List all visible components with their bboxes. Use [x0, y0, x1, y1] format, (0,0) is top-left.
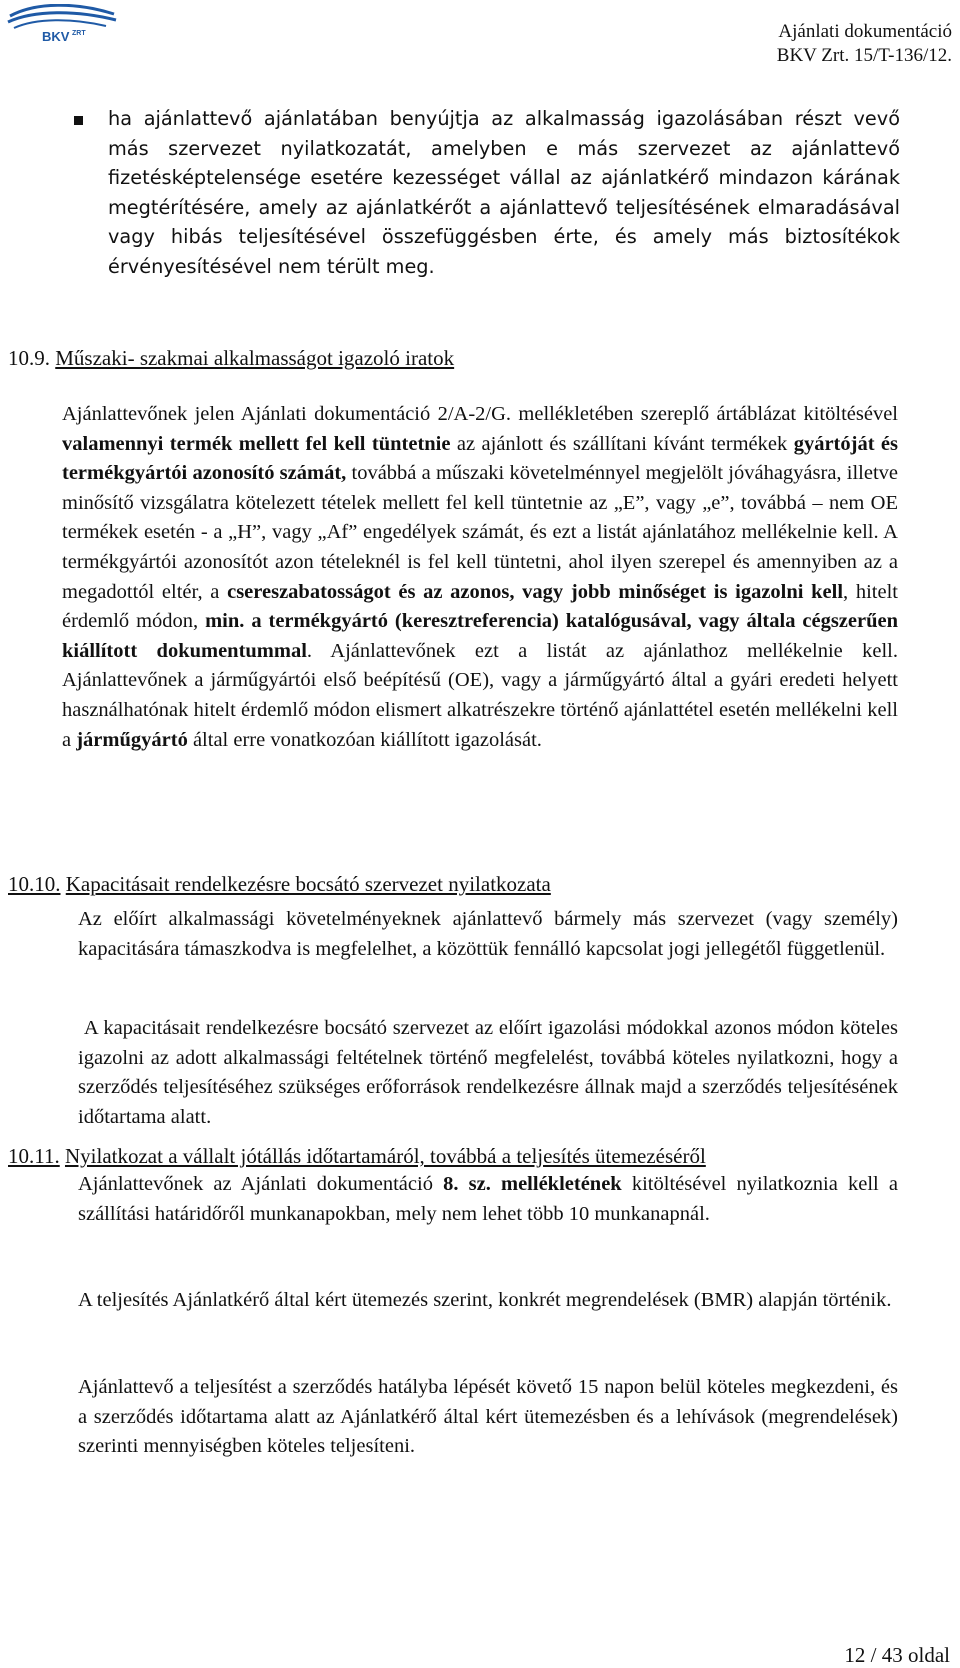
section-10-11-paragraph-2: A teljesítés Ajánlatkérő által kért ütemezés szerint, konkrét megrendelések (BMR) alapján történik.	[78, 1289, 892, 1311]
doc-id: BKV Zrt. 15/T-136/12.	[776, 45, 952, 66]
section-10-9-heading	[8, 344, 454, 372]
bold-run: csereszabatosságot és az azonos, vagy jobb minőséget is igazolni kell	[227, 580, 844, 603]
text-run: . Ajánlattevőnek ezt a listát az ajánlathoz mellékelnie kell. Ajánlattevőnek a járműgyártói első beépítésű (OE), vagy a járműgyártó által a gyári eredeti helyett használhatónak hitelt érdemlő módon elismert alkatrészekre történő ajánlattétel esetén mellékelni kell a	[62, 639, 898, 751]
bold-run: min. a termékgyártó (keresztreferencia) katalógusával, vagy általa cégszerűen kiállított dokumentummal	[62, 610, 898, 662]
logo-sup: ZRT	[72, 30, 86, 37]
text-run: Ajánlattevőnek jelen Ajánlati dokumentáció 2/A-2/G. mellékletében szereplő ártáblázat kitöltésével	[62, 403, 898, 425]
section-title: Nyilatkozat a vállalt jótállás időtartamáról, továbbá a teljesítés ütemezéséről	[64, 1144, 706, 1168]
section-10-11-paragraph-3: Ajánlattevő a teljesítést a szerződés hatályba lépését követő 15 napon belül köteles megkezdeni, és a szerződés időtartama alatt az Ajánlatkérő által kért ütemezésben és a lehívások (megrendelések) szerinti mennyiségben köteles teljesíteni.	[78, 1376, 898, 1458]
section-10-10-paragraph-1: Az előírt alkalmassági követelményeknek ajánlattevő bármely más szervezet (vagy személy) kapacitására támaszkodva is megfelelhet, a közöttük fennálló kapcsolat jogi jellegétől függetlenül.	[78, 908, 898, 960]
text-run: által erre vonatkozóan kiállított igazolását.	[187, 728, 542, 751]
section-title: Műszaki- szakmai alkalmasságot igazoló iratok	[55, 346, 455, 370]
section-number: 10.9.	[8, 346, 50, 370]
section-number: 10.11.	[8, 1144, 60, 1168]
section-10-10-paragraph-2: A kapacitásait rendelkezésre bocsátó szervezet az előírt igazolási módokkal azonos módon köteles igazolni az adott alkalmassági feltételnek történő megfelelést, továbbá köteles nyilatkozni, hogy a szerződés teljesítéséhez szükséges erőforrások rendelkezésre állnak majd a szerződés teljesítésének időtartama alatt.	[78, 1017, 904, 1128]
text-run: , hitelt érdemlő módon,	[62, 580, 898, 633]
text-run: továbbá a műszaki követelménnyel megjelölt jóváhagyásra, illetve minősítő vizsgálatra kötelezett tételek mellett fel kell tüntetnie az „E”, vagy „e”, továbbá – nem OE termékek esetén - a „H”, vagy „Af” engedélyek számát, és ezt a listát ajánlatához mellékelnie kell. A termékgyártói azonosítót azon tételeknél is fel kell tüntetni, ahol ilyen szerepel és amennyiben az a megadottól eltér, a	[62, 462, 898, 603]
bold-run: 8. sz. mellékletének	[443, 1173, 622, 1195]
text-run: kitöltésével nyilatkoznia kell a szállítási határidőről munkanapokban, mely nem lehet több 10 munkanapnál.	[78, 1173, 899, 1225]
section-10-11-paragraph-1	[78, 1170, 898, 1229]
bkv-logo	[6, 4, 118, 44]
page-number: 12 / 43 oldal	[844, 1643, 950, 1667]
section-number: 10.10.	[8, 872, 61, 896]
bold-run: valamennyi termék mellett fel kell tüntetnie	[62, 432, 451, 455]
text-run: az ajánlott és szállítani kívánt termékek	[450, 432, 794, 455]
section-10-9-paragraph	[62, 400, 898, 755]
bullet-square-icon	[74, 116, 83, 125]
doc-title: Ajánlati dokumentáció	[778, 21, 952, 42]
document-header	[777, 20, 952, 68]
logo-text: BKV	[42, 29, 70, 44]
bkv-logo-icon	[6, 4, 118, 44]
section-title: Kapacitásait rendelkezésre bocsátó szervezet nyilatkozata	[65, 872, 551, 896]
bullet-paragraph: ha ajánlattevő ajánlatában benyújtja az alkalmasság igazolásában részt vevő más szervezet nyilatkozatát, amelyben e más szervezet az ajánlattevő fizetésképtelensége esetére kezességet vállal az ajánlatkérő mindazon kárának megtérítésére, amely az ajánlatkérőt a ajánlattevő teljesítésének elmaradásával vagy hibás teljesítésével összefüggésben érte, és amely más biztosítékok érvényesítésével nem térült meg.	[108, 107, 900, 278]
section-10-11-heading	[8, 1142, 706, 1170]
text-run: Ajánlattevőnek az Ajánlati dokumentáció	[78, 1173, 444, 1195]
bold-run: gyártóját és termékgyártói azonosító számát,	[62, 432, 899, 485]
bold-run: járműgyártó	[76, 728, 188, 751]
section-10-10-heading	[8, 870, 551, 898]
